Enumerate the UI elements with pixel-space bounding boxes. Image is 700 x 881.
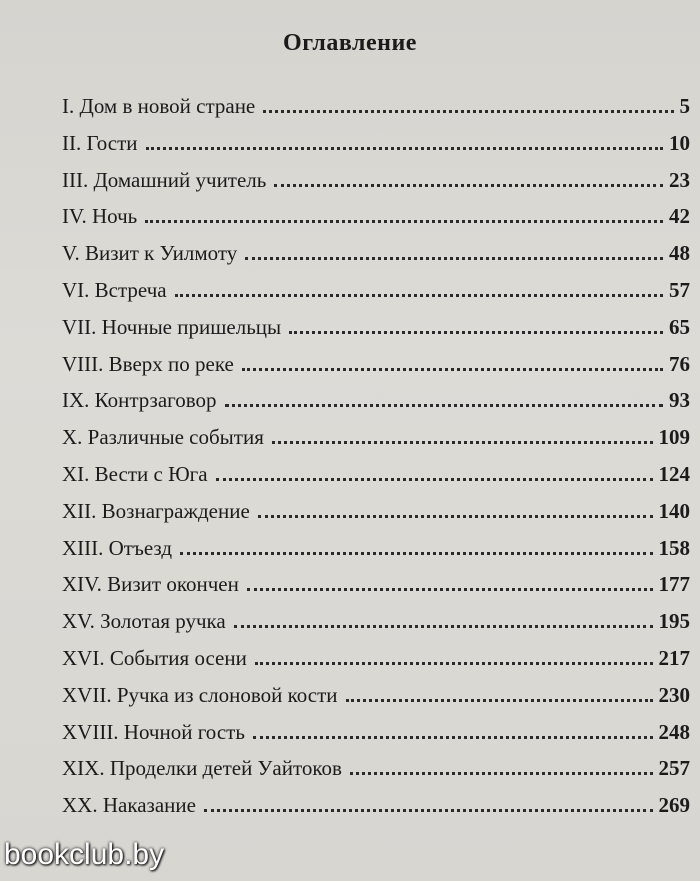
entry-title: XII. Вознаграждение bbox=[62, 498, 250, 523]
dot-leader bbox=[145, 220, 663, 223]
toc-entry bbox=[62, 419, 690, 456]
toc-entry bbox=[62, 750, 690, 787]
entry-title: XV. Золотая ручка bbox=[62, 609, 226, 634]
entry-page-number: 158 bbox=[658, 535, 690, 560]
toc-entry bbox=[62, 603, 690, 640]
entry-page-number: 177 bbox=[658, 572, 690, 597]
entry-page-number: 48 bbox=[669, 241, 690, 266]
entry-title: XVI. События осени bbox=[62, 645, 247, 670]
entry-title: I. Дом в новой стране bbox=[62, 94, 256, 118]
entry-title: II. Гости bbox=[62, 130, 138, 155]
dot-leader bbox=[204, 809, 653, 812]
toc-entry bbox=[62, 677, 690, 714]
toc-entry bbox=[62, 88, 690, 125]
toc-entry bbox=[62, 198, 690, 235]
entry-page-number: 76 bbox=[669, 351, 690, 376]
entry-page-number: 248 bbox=[658, 719, 690, 744]
dot-leader bbox=[272, 441, 653, 444]
entry-title: XIII. Отъезд bbox=[62, 535, 173, 560]
entry-page-number: 23 bbox=[669, 167, 690, 192]
toc-entry bbox=[62, 309, 690, 346]
dot-leader bbox=[350, 772, 653, 775]
dot-leader bbox=[234, 625, 653, 628]
dot-leader bbox=[255, 662, 653, 665]
toc-entry bbox=[62, 530, 690, 567]
watermark: bookclub.by bbox=[4, 838, 165, 871]
entry-page-number: 57 bbox=[669, 277, 690, 302]
entry-page-number: 257 bbox=[658, 756, 690, 781]
dot-leader bbox=[225, 404, 663, 407]
toc-entry bbox=[62, 714, 690, 751]
entry-page-number: 230 bbox=[658, 682, 690, 707]
toc-entry bbox=[62, 162, 690, 199]
entry-title: VIII. Вверх по реке bbox=[62, 351, 234, 376]
entry-page-number: 269 bbox=[658, 793, 690, 818]
entry-title: V. Визит к Уилмоту bbox=[62, 241, 238, 266]
entry-page-number: 195 bbox=[658, 609, 690, 634]
dot-leader bbox=[245, 257, 663, 260]
entry-title: VI. Встреча bbox=[62, 277, 167, 302]
entry-title: IV. Ночь bbox=[62, 204, 138, 229]
page-title: Оглавление bbox=[283, 30, 417, 56]
entry-page-number: 140 bbox=[658, 498, 690, 523]
entry-page-number: 124 bbox=[658, 461, 690, 486]
toc-entry bbox=[62, 272, 690, 309]
dot-leader bbox=[253, 736, 653, 739]
entry-page-number: 217 bbox=[658, 645, 690, 670]
dot-leader bbox=[216, 478, 653, 481]
entry-title: XIV. Визит окончен bbox=[62, 572, 239, 597]
table-of-contents bbox=[62, 88, 690, 824]
entry-title: VII. Ночные пришельцы bbox=[62, 314, 282, 339]
dot-leader bbox=[180, 552, 652, 555]
dot-leader bbox=[247, 588, 653, 591]
toc-entry bbox=[62, 456, 690, 493]
dot-leader bbox=[175, 294, 663, 297]
entry-title: XI. Вести с Юга bbox=[62, 461, 208, 486]
entry-page-number: 93 bbox=[669, 388, 690, 413]
toc-entry bbox=[62, 640, 690, 677]
entry-page-number: 65 bbox=[669, 314, 690, 339]
entry-page-number: 42 bbox=[669, 204, 690, 229]
dot-leader bbox=[242, 368, 663, 371]
toc-entry bbox=[62, 787, 690, 824]
entry-page-number: 10 bbox=[669, 130, 690, 155]
dot-leader bbox=[346, 699, 653, 702]
entry-page-number: 5 bbox=[679, 94, 690, 118]
entry-title: XIX. Проделки детей Уайтоков bbox=[62, 756, 342, 781]
toc-entry bbox=[62, 235, 690, 272]
entry-title: X. Различные события bbox=[62, 425, 264, 450]
toc-entry bbox=[62, 566, 690, 603]
toc-entry bbox=[62, 382, 690, 419]
toc-entry bbox=[62, 346, 690, 383]
toc-entry bbox=[62, 125, 690, 162]
dot-leader bbox=[258, 515, 653, 518]
dot-leader bbox=[274, 184, 663, 187]
toc-entry bbox=[62, 493, 690, 530]
entry-title: IX. Контрзаговор bbox=[62, 388, 217, 413]
entry-page-number: 109 bbox=[658, 425, 690, 450]
entry-title: XX. Наказание bbox=[62, 793, 196, 818]
entry-title: XVIII. Ночной гость bbox=[62, 719, 245, 744]
dot-leader bbox=[263, 110, 673, 113]
entry-title: XVII. Ручка из слоновой кости bbox=[62, 682, 338, 707]
dot-leader bbox=[146, 147, 663, 150]
entry-title: III. Домашний учитель bbox=[62, 167, 267, 192]
dot-leader bbox=[289, 331, 663, 334]
